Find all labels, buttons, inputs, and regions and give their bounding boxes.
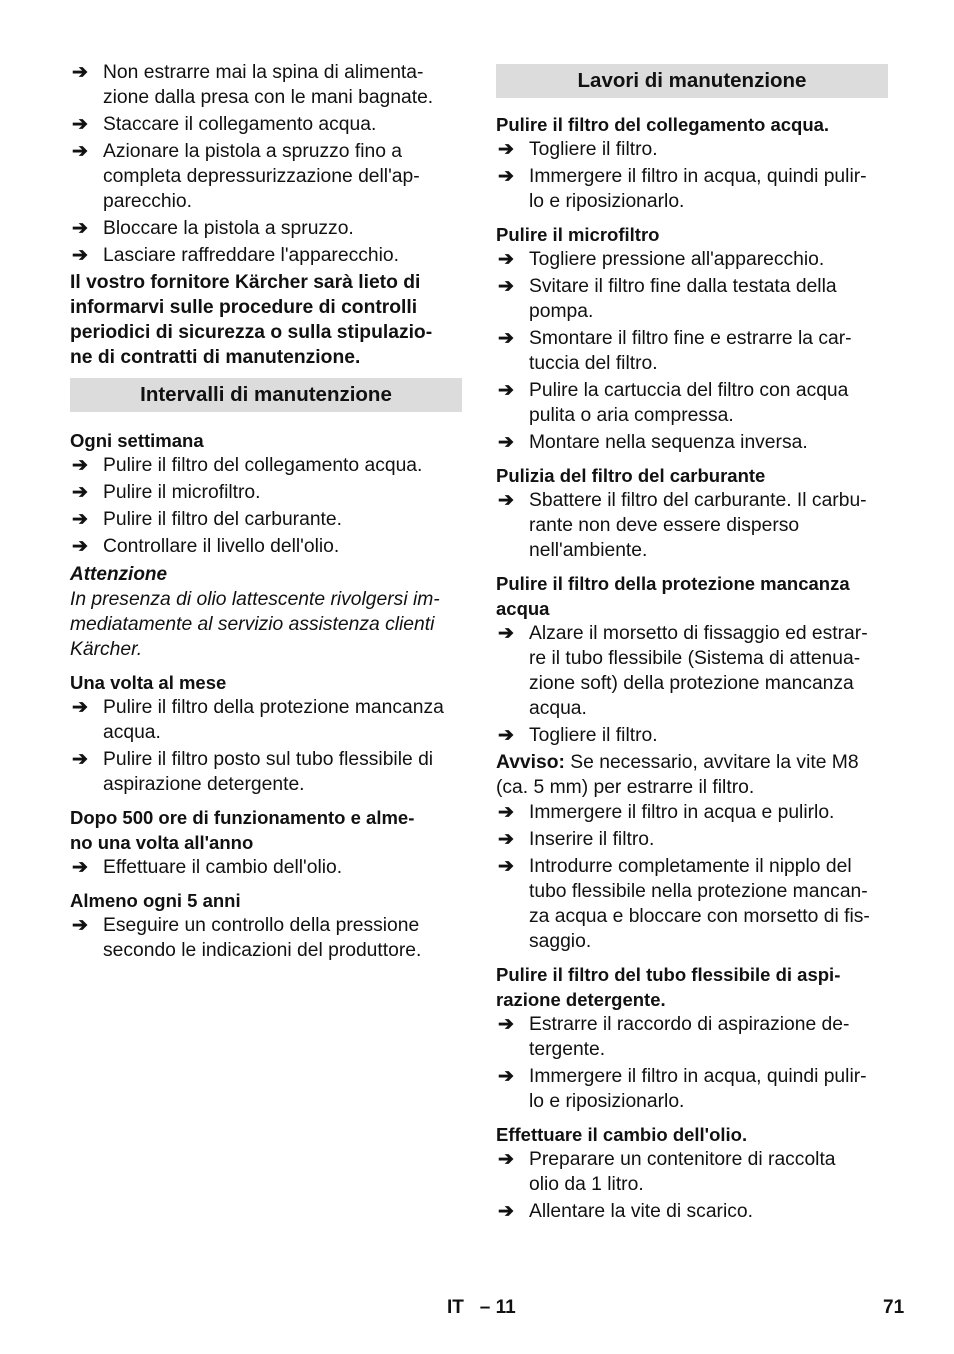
every5-list	[70, 913, 462, 963]
weekly-list	[70, 453, 462, 559]
list-item	[496, 621, 888, 721]
after500-list	[70, 855, 462, 880]
arrow-right-icon: ➔	[498, 802, 514, 823]
arrow-right-icon: ➔	[498, 276, 514, 297]
list-item	[496, 1147, 888, 1197]
list-item	[70, 507, 462, 532]
s2-list	[496, 247, 888, 455]
list-item	[496, 430, 888, 455]
s3-heading: Pulizia del filtro del carburante	[496, 465, 766, 486]
list-item-text: Eseguire un controllo della pressione secondo le indicazioni del produttore.	[103, 915, 422, 961]
list-item-text: Svitare il filtro fine dalla testata della pompa.	[529, 276, 837, 322]
arrow-right-icon: ➔	[72, 245, 88, 266]
list-item-text: Staccare il collegamento acqua.	[103, 114, 377, 135]
list-item-text: Pulire la cartuccia del filtro con acqua pulita o aria compressa.	[529, 380, 849, 426]
list-item-text: Pulire il filtro posto sul tubo flessibile di aspirazione detergente.	[103, 749, 434, 795]
list-item	[70, 695, 462, 745]
monthly-heading: Una volta al mese	[70, 672, 227, 693]
s3-list	[496, 488, 888, 563]
list-item	[70, 855, 462, 880]
arrow-right-icon: ➔	[498, 829, 514, 850]
s5-heading: Pulire il filtro del tubo flessibile di aspi- razione detergente.	[496, 964, 841, 1010]
arrow-right-icon: ➔	[498, 490, 514, 511]
list-item	[70, 534, 462, 559]
arrow-right-icon: ➔	[498, 856, 514, 877]
arrow-right-icon: ➔	[498, 432, 514, 453]
s4-note	[496, 750, 888, 800]
list-item	[70, 913, 462, 963]
s1-list	[496, 137, 888, 214]
section-title-intervals: Intervalli di manutenzione	[70, 378, 462, 412]
arrow-right-icon: ➔	[72, 857, 88, 878]
list-item-text: Pulire il filtro del carburante.	[103, 509, 342, 530]
list-item-text: Immergere il filtro in acqua e pulirlo.	[529, 802, 835, 823]
list-item	[496, 723, 888, 748]
list-item-text: Controllare il livello dell'olio.	[103, 536, 340, 557]
arrow-right-icon: ➔	[498, 1066, 514, 1087]
arrow-right-icon: ➔	[72, 536, 88, 557]
after500-heading: Dopo 500 ore di funzionamento e alme- no una volta all'anno	[70, 807, 415, 853]
list-item	[496, 1199, 888, 1224]
s6-list	[496, 1147, 888, 1224]
list-item-text: Non estrarre mai la spina di alimenta- zione dalla presa con le mani bagnate.	[103, 62, 434, 108]
s4-note-label: Avviso:	[496, 752, 565, 773]
list-item	[496, 137, 888, 162]
arrow-right-icon: ➔	[72, 749, 88, 770]
arrow-right-icon: ➔	[72, 509, 88, 530]
list-item	[496, 827, 888, 852]
s6-heading: Effettuare il cambio dell'olio.	[496, 1124, 748, 1145]
arrow-right-icon: ➔	[498, 328, 514, 349]
every5-heading: Almeno ogni 5 anni	[70, 890, 241, 911]
s1-heading: Pulire il filtro del collegamento acqua.	[496, 114, 830, 135]
section-title-maintenance: Lavori di manutenzione	[496, 64, 888, 98]
arrow-right-icon: ➔	[72, 114, 88, 135]
list-item-text: Alzare il morsetto di fissaggio ed estrar- re il tubo flessibile (Sistema di attenua- zione soft) della protezione mancanza acqua.	[529, 623, 868, 719]
list-item	[496, 854, 888, 954]
intro-list	[70, 60, 462, 268]
arrow-right-icon: ➔	[498, 725, 514, 746]
list-item-text: Effettuare il cambio dell'olio.	[103, 857, 343, 878]
list-item-text: Immergere il filtro in acqua, quindi pulir- lo e riposizionarlo.	[529, 1066, 867, 1112]
s4-heading: Pulire il filtro della protezione mancanza acqua	[496, 573, 850, 619]
list-item	[496, 488, 888, 563]
caution-text: In presenza di olio lattescente rivolgersi im- mediatamente al servizio assistenza clienti Kärcher.	[70, 589, 440, 660]
arrow-right-icon: ➔	[498, 139, 514, 160]
arrow-right-icon: ➔	[498, 380, 514, 401]
list-item-text: Togliere pressione all'apparecchio.	[529, 249, 825, 270]
list-item-text: Pulire il microfiltro.	[103, 482, 261, 503]
s5-list	[496, 1012, 888, 1114]
list-item	[496, 378, 888, 428]
list-item	[496, 1012, 888, 1062]
list-item	[496, 164, 888, 214]
list-item	[496, 274, 888, 324]
list-item-text: Bloccare la pistola a spruzzo.	[103, 218, 354, 239]
arrow-right-icon: ➔	[72, 915, 88, 936]
notice-paragraph: Il vostro fornitore Kärcher sarà lieto di informarvi sulle procedure di controlli periodici di sicurezza o sulla stipulazio- ne di contratti di manutenzione.	[70, 272, 433, 368]
list-item	[70, 453, 462, 478]
list-item	[70, 112, 462, 137]
list-item	[70, 747, 462, 797]
arrow-right-icon: ➔	[498, 166, 514, 187]
footer-lang-page: IT – 11	[447, 1297, 516, 1318]
list-item-text: Inserire il filtro.	[529, 829, 655, 850]
list-item-text: Estrarre il raccordo di aspirazione de- tergente.	[529, 1014, 850, 1060]
arrow-right-icon: ➔	[498, 1149, 514, 1170]
list-item-text: Togliere il filtro.	[529, 139, 658, 160]
caution-heading: Attenzione	[70, 564, 168, 585]
list-item	[70, 243, 462, 268]
list-item	[496, 247, 888, 272]
arrow-right-icon: ➔	[72, 482, 88, 503]
arrow-right-icon: ➔	[72, 218, 88, 239]
arrow-right-icon: ➔	[498, 249, 514, 270]
list-item-text: Smontare il filtro fine e estrarre la car- tuccia del filtro.	[529, 328, 852, 374]
list-item-text: Pulire il filtro della protezione mancanza acqua.	[103, 697, 444, 743]
list-item-text: Azionare la pistola a spruzzo fino a completa depressurizzazione dell'ap- parecchio.	[103, 141, 420, 212]
s4-list-b	[496, 800, 888, 954]
list-item-text: Lasciare raffreddare l'apparecchio.	[103, 245, 399, 266]
list-item-text: Immergere il filtro in acqua, quindi pulir- lo e riposizionarlo.	[529, 166, 867, 212]
list-item	[496, 800, 888, 825]
footer-page-number: 71	[883, 1297, 905, 1318]
list-item	[70, 139, 462, 214]
list-item-text: Sbattere il filtro del carburante. Il carbu- rante non deve essere disperso nell'ambiente.	[529, 490, 867, 561]
s4-note-text: Se necessario, avvitare la vite M8 (ca. 5 mm) per estrarre il filtro.	[496, 752, 859, 798]
s2-heading: Pulire il microfiltro	[496, 224, 660, 245]
right-column	[496, 60, 888, 1226]
arrow-right-icon: ➔	[498, 1201, 514, 1222]
list-item	[70, 480, 462, 505]
list-item	[70, 60, 462, 110]
arrow-right-icon: ➔	[498, 623, 514, 644]
arrow-right-icon: ➔	[72, 62, 88, 83]
list-item	[70, 216, 462, 241]
left-column	[70, 60, 462, 965]
list-item-text: Montare nella sequenza inversa.	[529, 432, 808, 453]
list-item-text: Allentare la vite di scarico.	[529, 1201, 753, 1222]
arrow-right-icon: ➔	[498, 1014, 514, 1035]
arrow-right-icon: ➔	[72, 141, 88, 162]
list-item	[496, 1064, 888, 1114]
list-item-text: Introdurre completamente il nipplo del tubo flessibile nella protezione mancan- za acqua e bloccare con morsetto di fis- saggio.	[529, 856, 870, 952]
list-item-text: Togliere il filtro.	[529, 725, 658, 746]
arrow-right-icon: ➔	[72, 697, 88, 718]
monthly-list	[70, 695, 462, 797]
weekly-heading: Ogni settimana	[70, 430, 204, 451]
list-item	[496, 326, 888, 376]
list-item-text: Preparare un contenitore di raccolta olio da 1 litro.	[529, 1149, 836, 1195]
s4-list-a	[496, 621, 888, 748]
arrow-right-icon: ➔	[72, 455, 88, 476]
list-item-text: Pulire il filtro del collegamento acqua.	[103, 455, 423, 476]
